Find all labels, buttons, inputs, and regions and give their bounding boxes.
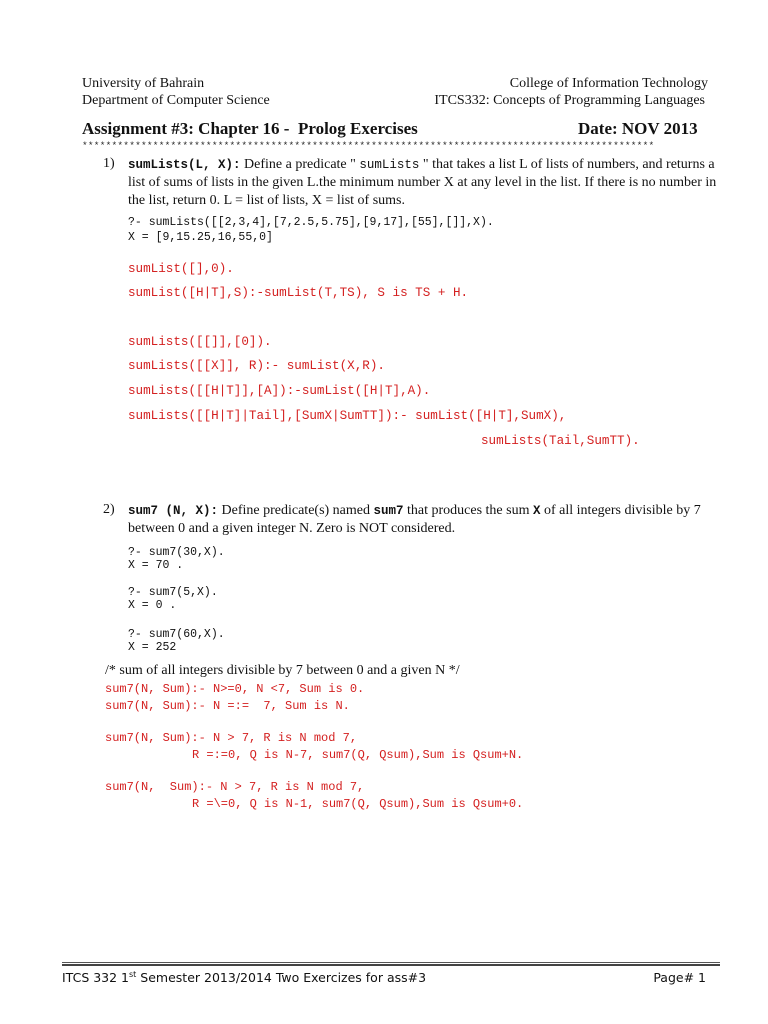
footer-semester: Semester 2013/2014 Two Exercizes for ass#3 [136,970,427,986]
q1-solution-line: sumLists([[H|T]],[A]):-sumList([H|T],A). [128,384,431,398]
q2-example-result: X = 0 . [128,599,177,612]
q1-number: 1) [103,156,115,171]
q2-solution-line: R =\=0, Q is N-1, sum7(Q, Qsum),Sum is Qsum+0. [192,797,524,811]
q1-solution-line: sumList([H|T],S):-sumList(T,TS), S is TS + H. [128,286,469,300]
q2-text-a: Define predicate(s) named [218,503,374,518]
q1-text-b: " that takes a list L of lists of numbers, and returns a list of sums of lists in the given L.the minimum number X at any level in the list. If there is no number in the list, return 0. L = list of lists, X = list of sums. [128,157,717,208]
q2-prompt [128,502,718,538]
q2-example-query: ?- sum7(60,X). [128,628,225,641]
footer-rule-thick [62,964,720,966]
q2-solution-line: sum7(N, Sum):- N =:= 7, Sum is N. [105,699,350,713]
q1-text-a: Define a predicate " [240,157,360,172]
q1-prompt [128,156,718,210]
q2-text-c: of all integers divisible by 7 between 0 and a given integer N. Zero is NOT considered. [128,503,701,536]
q2-text-b: that produces the sum [403,503,533,518]
university-name: University of Bahrain [82,76,205,91]
q2-signature: sum7 (N, X): [128,504,219,518]
course-name: ITCS332: Concepts of Programming Languages [434,93,705,108]
college-name: College of Information Technology [509,76,708,91]
department-name: Department of Computer Science [82,93,270,108]
q2-solution-line: R =:=0, Q is N-7, sum7(Q, Qsum),Sum is Qsum+N. [192,748,524,762]
separator-stars: ************************************************************************************************* [82,140,655,151]
q2-solution-line: sum7(N, Sum):- N>=0, N <7, Sum is 0. [105,682,365,696]
assignment-date: Date: NOV 2013 [578,119,698,138]
q2-pred: sum7 [373,504,404,518]
q2-example-query: ?- sum7(5,X). [128,586,218,599]
footer-sup: st [129,970,137,979]
q2-example-result: X = 70 . [128,559,184,572]
q1-solution-line: sumLists(Tail,SumTT). [481,434,640,448]
q2-solution-line: sum7(N, Sum):- N > 7, R is N mod 7, [105,780,365,794]
q2-example-result: X = 252 [128,641,177,654]
q1-pred: sumLists [359,158,420,172]
footer-left [62,970,426,985]
q1-solution-line: sumLists([[H|T]|Tail],[SumX|SumTT]):- sumList([H|T],SumX), [128,409,567,423]
q1-signature: sumLists(L, X): [128,158,241,172]
q2-comment: /* sum of all integers divisible by 7 between 0 and a given N */ [105,663,460,678]
page-number: Page# 1 [653,970,706,985]
q1-solution-line: sumLists([[X]], R):- sumList(X,R). [128,359,385,373]
footer-course: ITCS 332 1 [62,970,130,986]
q2-example-query: ?- sum7(30,X). [128,546,225,559]
q2-number: 2) [103,502,115,517]
q1-solution-line: sumList([],0). [128,262,234,276]
footer-rule [62,962,720,963]
q1-example-result: X = [9,15.25,16,55,0] [128,231,273,244]
q2-var: X [533,504,541,518]
q1-example-query: ?- sumLists([[2,3,4],[7,2.5,5.75],[9,17],[55],[]],X). [128,216,494,229]
q2-solution-line: sum7(N, Sum):- N > 7, R is N mod 7, [105,731,358,745]
assignment-title: Assignment #3: Chapter 16 - Prolog Exercises [82,119,418,138]
q1-solution-line: sumLists([[]],[0]). [128,335,272,349]
